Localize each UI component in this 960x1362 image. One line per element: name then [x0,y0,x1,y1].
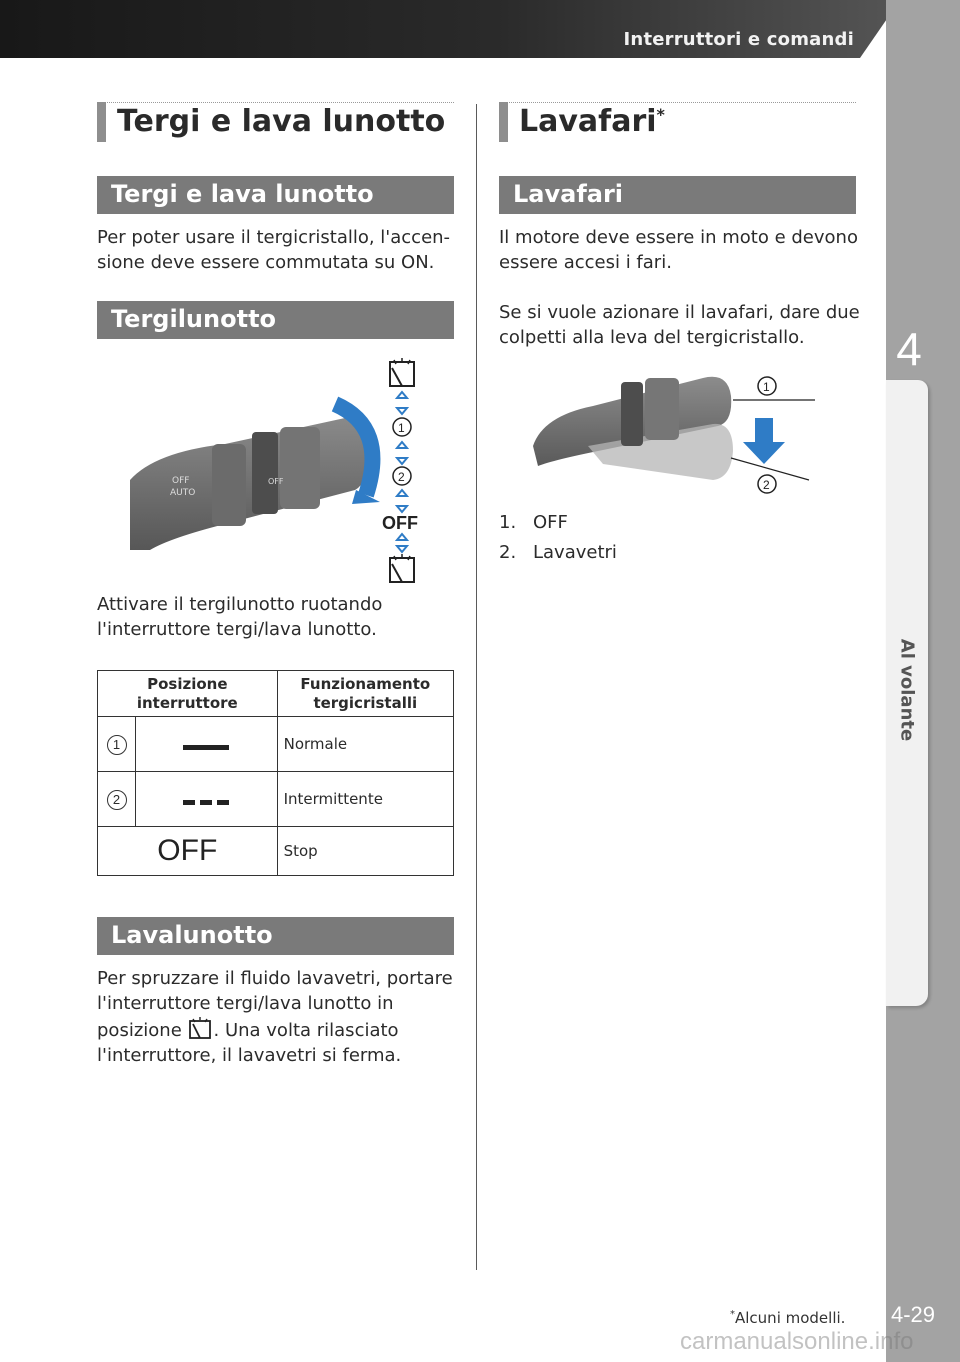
position-2-label: 2 [763,478,770,492]
watermark: carmanualsonline.info [680,1328,914,1355]
subsection-heading: Lavafari [499,176,856,214]
page-header [0,0,960,58]
header-title: Interruttori e comandi [623,29,854,50]
position-1-marker: 1 [107,735,127,755]
text-line: l'interruttore, il lavavetri si ferma. [97,1045,402,1066]
wiper-mode-table [97,670,454,876]
text-line: Attivare il tergilunotto ruotando [97,594,383,615]
double-arrow-icon [397,392,407,414]
text-line: posizione . Una volta rilasciato [97,1016,453,1043]
position-2-marker: 2 [107,790,127,810]
symbol-cell [98,827,278,876]
position-list [499,510,617,570]
header-position: Posizione interruttore [98,671,278,717]
lever-auto-text: AUTO [170,488,196,498]
washer-paragraph [97,966,453,1068]
table-header-row [98,671,454,717]
page-number: 4-29 [891,1302,936,1327]
function-label: Normale [277,717,453,772]
text-line: Il motore deve essere in moto e devono [499,227,858,248]
table-row [98,717,454,772]
double-arrow-icon [397,534,407,552]
text-line: sione deve essere commutata su ON. [97,252,435,273]
off-position-label: OFF [382,513,418,533]
section-heading-right [499,102,856,144]
lever-off-text: OFF [172,476,190,486]
down-arrow-icon [743,418,785,464]
table-row [98,827,454,876]
position-number-cell [98,717,136,772]
position-1-label: 1 [398,421,405,435]
lever-off2-text: OFF [268,477,284,486]
function-label: Intermittente [277,772,453,827]
column-divider [476,104,477,1270]
section-title: Tergi e lava lunotto [117,104,446,139]
section-title: Lavafari* [519,104,665,139]
symbol-cell [136,717,278,772]
table-row [98,772,454,827]
engine-paragraph [499,225,858,275]
washer-icon [188,1016,214,1040]
headlight-washer-figure [533,366,823,500]
text-line: colpetti alla leva del tergicristallo. [499,327,805,348]
header-function: Funzionamento tergicristalli [277,671,453,717]
solid-line-icon [183,745,229,750]
chapter-label: Al volante [896,638,918,742]
subsection-heading: Lavalunotto [97,917,454,955]
rear-wiper-lever-figure [130,352,430,588]
symbol-cell [136,772,278,827]
dotted-rule [509,102,856,103]
off-symbol: OFF [157,834,218,867]
wash-icon-top [390,358,414,386]
footnote: *Alcuni modelli. [730,1309,846,1327]
double-arrow-icon [397,442,407,464]
intro-paragraph [97,225,450,275]
dashed-line-icon [183,800,229,805]
section-heading-left [97,102,454,144]
operate-paragraph [499,300,860,350]
position-number-cell [98,772,136,827]
rotate-paragraph [97,592,382,642]
heading-bar [97,102,106,142]
position-2-label: 2 [398,470,405,484]
text-line: l'interruttore tergi/lava lunotto in [97,993,394,1014]
wiper-lever [130,417,368,550]
text-line: Se si vuole azionare il lavafari, dare due [499,302,860,323]
list-item: 1. OFF [499,512,568,533]
text-line: Per poter usare il tergicristallo, l'accen- [97,227,451,248]
asterisk-mark: * [656,105,665,124]
wash-icon-bottom [390,554,414,582]
function-label: Stop [277,827,453,876]
text-line: Per spruzzare il fluido lavavetri, portare [97,968,453,989]
text-line: essere accesi i fari. [499,252,672,273]
subsection-heading: Tergilunotto [97,301,454,339]
text-line: l'interruttore tergi/lava lunotto. [97,619,377,640]
double-arrow-icon [397,490,407,512]
dotted-rule [107,102,454,103]
list-item: 2. Lavavetri [499,542,617,563]
chapter-number: 4 [896,323,922,375]
subsection-heading: Tergi e lava lunotto [97,176,454,214]
heading-bar [499,102,508,142]
position-1-label: 1 [763,380,770,394]
